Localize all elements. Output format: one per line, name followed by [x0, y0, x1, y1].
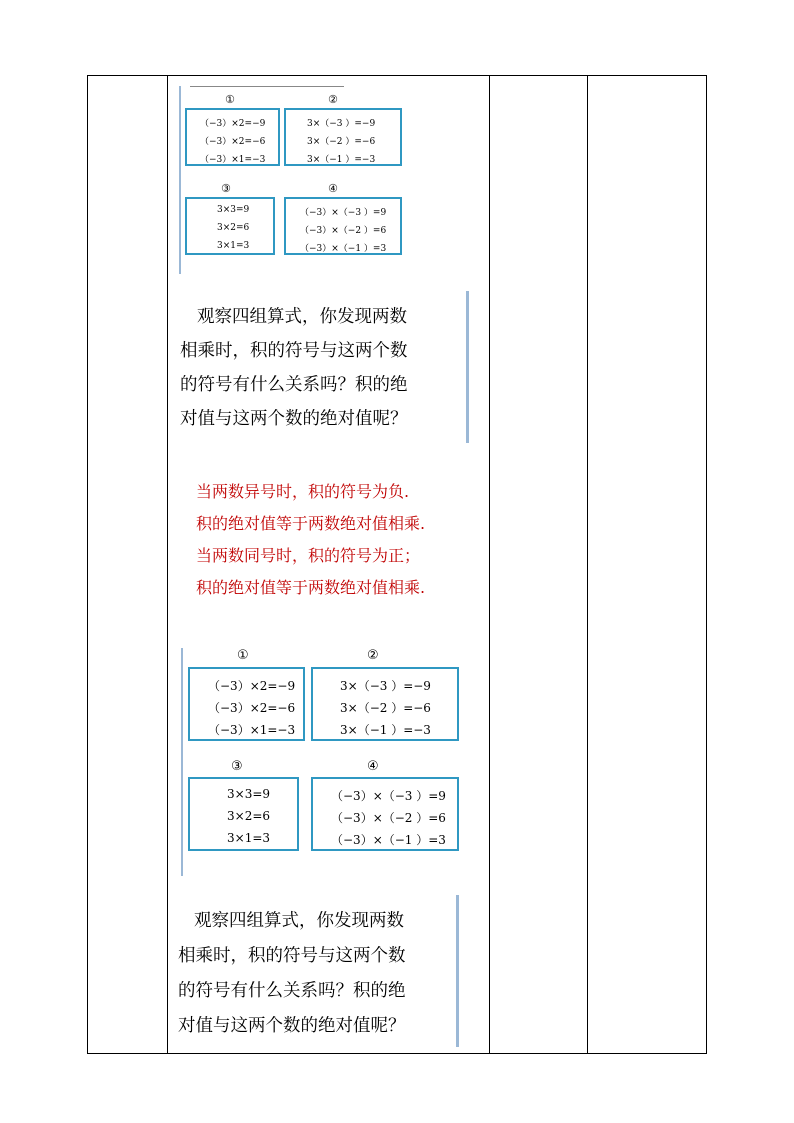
- table-col-border: [87, 75, 88, 1054]
- equation-line: （−3）×2=−6: [200, 137, 266, 147]
- group-number-1: ①: [237, 648, 249, 663]
- question-line: 的符号有什么关系吗？积的绝: [178, 981, 406, 1001]
- conclusion-line: 当两数同号时，积的符号为正；: [196, 546, 421, 565]
- group-number-1: ①: [225, 93, 235, 106]
- figure-accent-bar: [181, 648, 183, 876]
- group-number-2: ②: [328, 93, 338, 106]
- question-line: 对值与这两个数的绝对值呢？: [180, 409, 408, 429]
- equation-line: 3×2=6: [217, 223, 250, 233]
- question-text: [180, 300, 408, 436]
- table-top-border: [87, 75, 707, 76]
- question-line: 相乘时，积的符号与这两个数: [180, 341, 408, 361]
- conclusion-text: [196, 476, 425, 604]
- table-col-border: [587, 75, 588, 1054]
- question-accent-bar: [456, 895, 459, 1047]
- question-line: 观察四组算式，你发现两数: [194, 911, 404, 931]
- equation-line: （−3）×（−1 ）=3: [300, 244, 387, 254]
- figure-top-rule: [190, 86, 344, 87]
- equation-line: （−3）×（−2 ）=6: [300, 226, 387, 236]
- figure-accent-bar: [179, 86, 181, 274]
- group-number-4: ④: [328, 182, 338, 195]
- conclusion-line: 积的绝对值等于两数绝对值相乘.: [196, 514, 426, 533]
- question-line: 观察四组算式，你发现两数: [197, 307, 407, 327]
- equation-box-4: [284, 197, 402, 255]
- equation-line: （−3）×（−2 ）=6: [331, 811, 446, 825]
- group-number-3: ③: [231, 759, 243, 774]
- equation-box-1: [185, 108, 280, 166]
- table-bottom-border: [87, 1053, 707, 1054]
- question-accent-bar: [466, 291, 469, 443]
- equation-box-1: [188, 667, 305, 741]
- equation-line: 3×1=3: [217, 241, 250, 251]
- equation-line: （−3）×2=−9: [208, 679, 296, 693]
- equation-line: 3×（−2 ）=−6: [307, 137, 376, 147]
- question-line: 的符号有什么关系吗？积的绝: [180, 375, 408, 395]
- equation-box-2: [284, 108, 402, 166]
- question-line: 对值与这两个数的绝对值呢？: [178, 1016, 406, 1036]
- equation-line: 3×3=9: [227, 787, 271, 801]
- group-number-4: ④: [367, 759, 379, 774]
- equation-line: 3×（−2 ）=−6: [340, 701, 431, 715]
- equation-line: 3×3=9: [217, 205, 250, 215]
- equation-line: 3×1=3: [227, 831, 271, 845]
- equation-box-4: [311, 777, 459, 851]
- equation-line: （−3）×1=−3: [200, 155, 266, 165]
- equation-line: （−3）×2=−9: [200, 119, 266, 129]
- equation-box-2: [311, 667, 459, 741]
- equation-line: 3×2=6: [227, 809, 271, 823]
- question-text: [178, 904, 406, 1044]
- group-number-3: ③: [221, 182, 231, 195]
- equation-line: （−3）×（−1 ）=3: [331, 833, 446, 847]
- conclusion-line: 积的绝对值等于两数绝对值相乘.: [196, 578, 426, 597]
- equation-line: 3×（−1 ）=−3: [340, 723, 431, 737]
- group-number-2: ②: [367, 648, 379, 663]
- question-line: 相乘时，积的符号与这两个数: [178, 946, 406, 966]
- equation-line: 3×（−3 ）=−9: [307, 119, 376, 129]
- equation-line: （−3）×2=−6: [208, 701, 296, 715]
- equation-box-3: [185, 197, 275, 255]
- equation-box-3: [188, 777, 299, 851]
- equation-line: （−3）×（−3 ）=9: [331, 789, 446, 803]
- table-col-border: [489, 75, 490, 1054]
- conclusion-line: 当两数异号时，积的符号为负.: [196, 482, 410, 501]
- equation-line: （−3）×1=−3: [208, 723, 296, 737]
- table-col-border: [167, 75, 168, 1054]
- equation-line: （−3）×（−3 ）=9: [300, 208, 387, 218]
- equation-line: 3×（−3 ）=−9: [340, 679, 431, 693]
- table-col-border: [706, 75, 707, 1054]
- equation-line: 3×（−1 ）=−3: [307, 155, 376, 165]
